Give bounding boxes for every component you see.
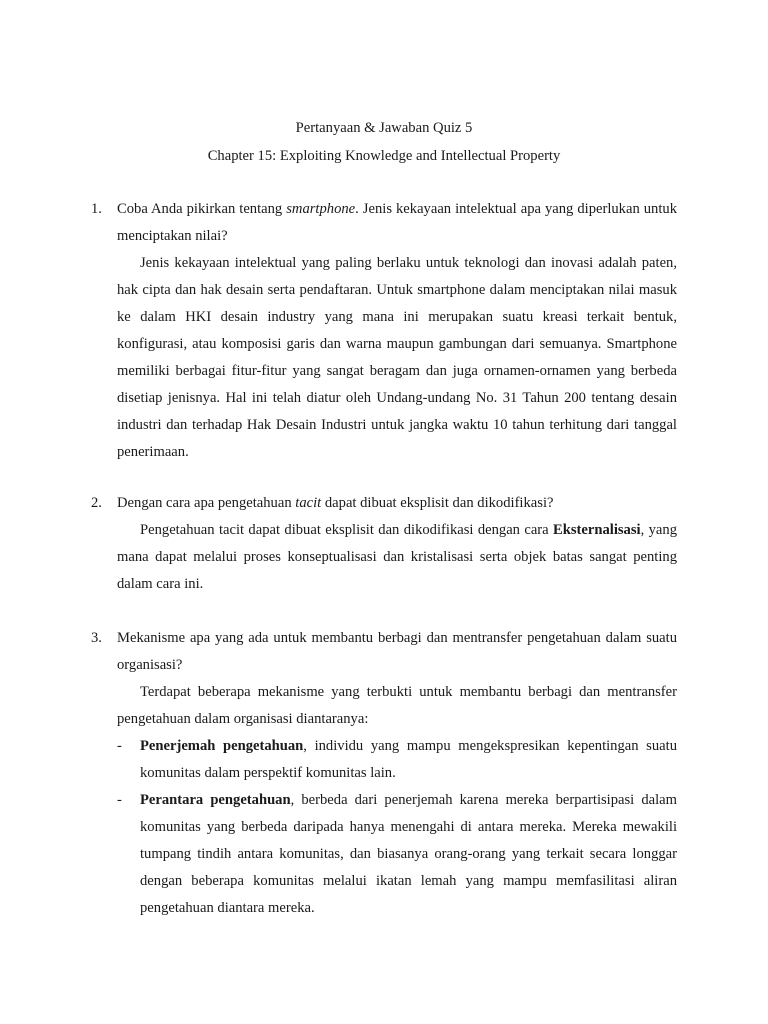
question-2-text-post: dapat dibuat eksplisit dan dikodifikasi? bbox=[321, 495, 554, 511]
bullet-2-body: , berbeda dari penerjemah karena mereka berpartisipasi dalam komunitas yang berbeda daripada hanya menengahi di antara mereka. Mereka mewakili tumpang tindih antara komunitas, dan biasanya orang-orang yang terkait secara longgar dengan beberapa komunitas melalui ikatan lemah yang mampu memfasilitasi aliran pengetahuan diantara mereka. bbox=[140, 792, 677, 916]
bullet-1-dash: - bbox=[117, 738, 122, 754]
question-2-text-emphasis: tacit bbox=[295, 495, 322, 511]
question-1-text-emphasis: smartphone bbox=[286, 201, 356, 217]
bullet-2-bold: Perantara pengetahuan bbox=[140, 792, 291, 808]
bullet-2-dash: - bbox=[117, 792, 122, 808]
document-title: Pertanyaan & Jawaban Quiz 5 bbox=[295, 120, 473, 136]
bullet-1-bold: Penerjemah pengetahuan bbox=[140, 738, 304, 754]
document-subtitle: Chapter 15: Exploiting Knowledge and Intellectual Property bbox=[207, 148, 561, 164]
question-1-number: 1. bbox=[91, 201, 102, 217]
answer-1-text: Jenis kekayaan intelektual yang paling berlaku untuk teknologi dan inovasi adalah paten, hak cipta dan hak desain serta pendaftaran. Untuk smartphone dalam menciptakan nilai masuk ke dalam HKI desain industry yang mana ini merupakan suatu kreasi terkait bentuk, konfigurasi, atau komposisi garis dan warna maupun gambungan dari semuanya. Smartphone memiliki berbagai fitur-fitur yang sangat beragam dan juga ornamen-ornamen yang berbeda disetiap jenisnya. Hal ini telah diatur oleh Undang-undang No. 31 Tahun 200 tentang desain industri dan terhadap Hak Desain Industri untuk jangka waktu 10 tahun terhitung dari tanggal penerimaan. bbox=[117, 255, 677, 460]
question-2-number: 2. bbox=[91, 495, 102, 511]
answer-3-intro: Terdapat beberapa mekanisme yang terbukti untuk membantu berbagi dan mentransfer pengetahuan dalam organisasi diantaranya: bbox=[117, 684, 677, 727]
answer-2-text-pre: Pengetahuan tacit dapat dibuat eksplisit dan dikodifikasi dengan cara bbox=[140, 522, 554, 538]
question-2-text-pre: Dengan cara apa pengetahuan bbox=[117, 495, 296, 511]
question-1-text-post: . Jenis kekayaan intelektual apa yang diperlukan untuk menciptakan nilai? bbox=[117, 201, 678, 244]
question-3-text: Mekanisme apa yang ada untuk membantu berbagi dan mentransfer pengetahuan dalam suatu organisasi? bbox=[117, 630, 677, 673]
answer-2-text-post: , yang mana dapat melalui proses konseptualisasi dan kristalisasi serta objek batas sangat penting dalam cara ini. bbox=[117, 522, 677, 592]
question-2-text bbox=[117, 490, 677, 517]
bullet-2-text bbox=[140, 787, 677, 922]
bullet-1-body: , individu yang mampu mengekspresikan kepentingan suatu komunitas dalam perspektif komunitas lain. bbox=[140, 738, 677, 781]
answer-2-text bbox=[117, 517, 677, 598]
bullet-1-text bbox=[140, 733, 677, 787]
question-3-number: 3. bbox=[91, 630, 102, 646]
question-1-text-pre: Coba Anda pikirkan tentang bbox=[117, 201, 287, 217]
answer-2-text-bold: Eksternalisasi bbox=[553, 522, 641, 538]
question-1-text bbox=[117, 196, 677, 250]
